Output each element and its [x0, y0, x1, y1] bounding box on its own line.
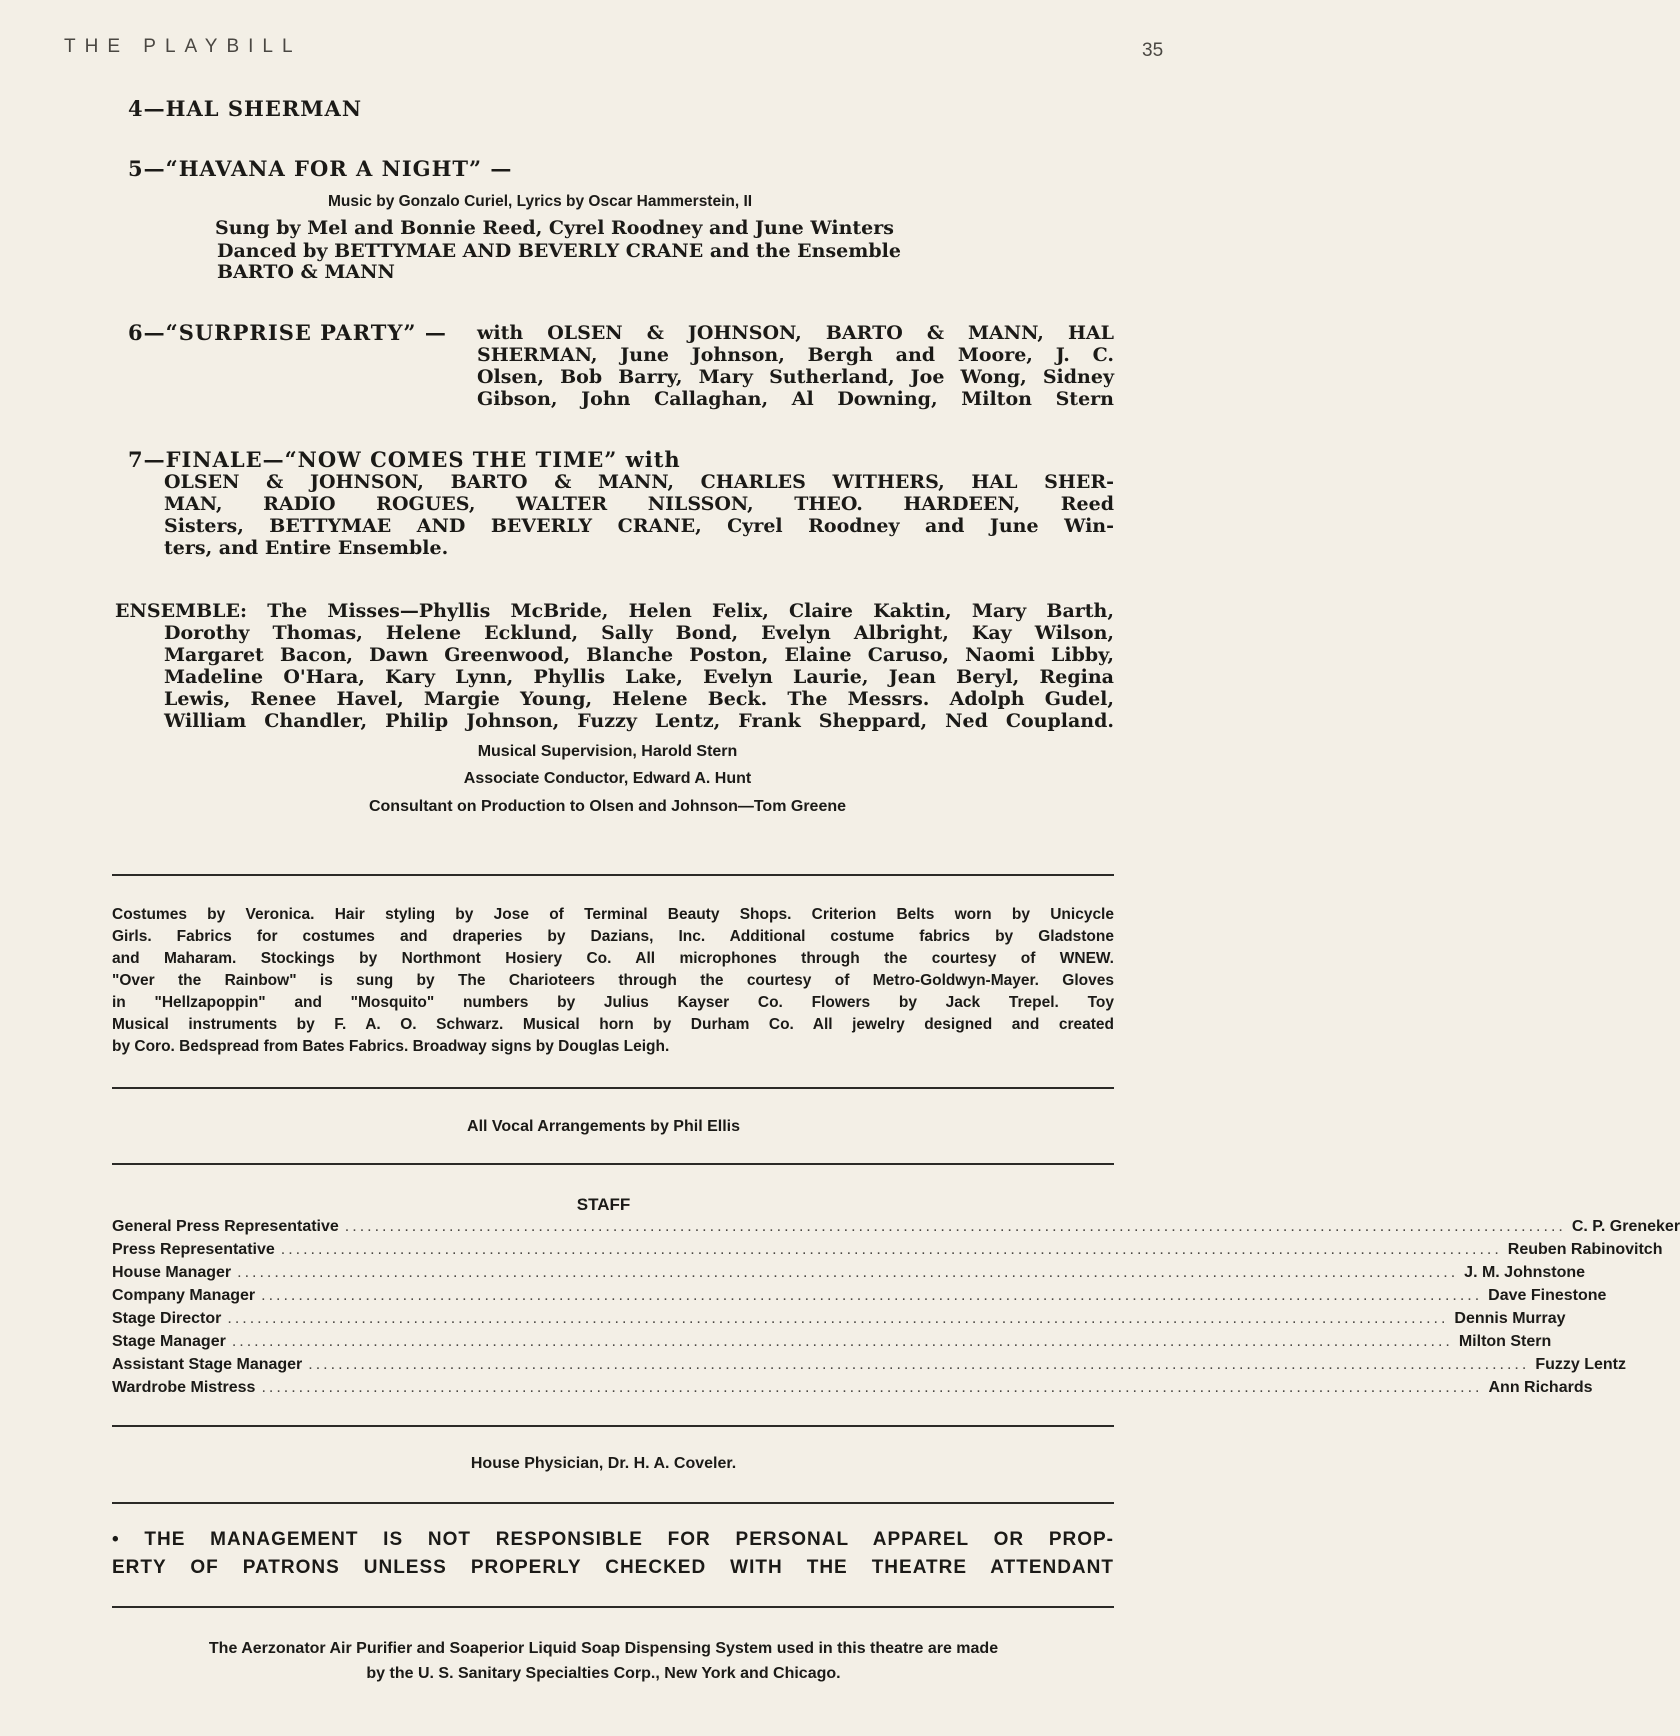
- cast-line: Olsen, Bob Barry, Mary Sutherland, Joe Wong, Sidney: [477, 366, 1114, 388]
- staff-name: Ann Richards: [1488, 1379, 1593, 1396]
- leader-dots: ....................................................................................................................................................................: [261, 1379, 1483, 1396]
- staff-row: [112, 1241, 1663, 1264]
- staff-role: Wardrobe Mistress: [112, 1379, 256, 1396]
- notice-line: ERTY OF PATRONS UNLESS PROPERLY CHECKED WITH THE THEATRE ATTENDANT: [112, 1557, 1114, 1578]
- management-notice: [112, 1526, 1114, 1582]
- cast-line: Gibson, John Callaghan, Al Downing, Milton Stern: [477, 388, 1114, 410]
- notice-line: • THE MANAGEMENT IS NOT RESPONSIBLE FOR PERSONAL APPAREL OR PROP-: [112, 1529, 1114, 1550]
- staff-name: Dennis Murray: [1454, 1310, 1566, 1327]
- credits-line: Costumes by Veronica. Hair styling by Jose of Terminal Beauty Shops. Criterion Belts worn by Unicycle: [112, 906, 1114, 923]
- ensemble-line: Dorothy Thomas, Helene Ecklund, Sally Bond, Evelyn Albright, Kay Wilson,: [164, 622, 1114, 644]
- credits-line: and Maharam. Stockings by Northmont Hosiery Co. All microphones through the courtesy of WNEW.: [112, 950, 1114, 967]
- vocal-arrangements: All Vocal Arrangements by Phil Ellis: [467, 1118, 740, 1135]
- ensemble-block: [115, 600, 1114, 732]
- associate-conductor: Associate Conductor, Edward A. Hunt: [463, 770, 752, 787]
- cast-line: ters, and Entire Ensemble.: [164, 537, 449, 559]
- program-item-5-music-credit: Music by Gonzalo Curiel, Lyrics by Oscar Hammerstein, II: [328, 193, 753, 210]
- program-item-4-title: 4—HAL SHERMAN: [128, 96, 363, 121]
- ensemble-line: Margaret Bacon, Dawn Greenwood, Blanche Poston, Elaine Caruso, Naomi Libby,: [164, 644, 1114, 666]
- page-number: 35: [1142, 40, 1164, 61]
- program-item-5-line: Danced by BETTYMAE AND BEVERLY CRANE and the Ensemble: [217, 240, 901, 262]
- staff-name: C. P. Greneker: [1571, 1218, 1680, 1235]
- staff-name: Milton Stern: [1458, 1333, 1552, 1350]
- program-item-5-line: Sung by Mel and Bonnie Reed, Cyrel Roodney and June Winters: [215, 217, 894, 239]
- cast-line: OLSEN & JOHNSON, BARTO & MANN, CHARLES WITHERS, HAL SHER-: [164, 471, 1114, 493]
- program-item-5-title: 5—“HAVANA FOR A NIGHT” —: [128, 156, 513, 181]
- ensemble-line: ENSEMBLE: The Misses—Phyllis McBride, Helen Felix, Claire Kaktin, Mary Barth,: [115, 600, 1114, 622]
- footer-line: The Aerzonator Air Purifier and Soaperior Liquid Soap Dispensing System used in this theatre are made: [208, 1640, 999, 1657]
- cast-line: MAN, RADIO ROGUES, WALTER NILSSON, THEO. HARDEEN, Reed: [164, 493, 1114, 515]
- program-item-6-title: 6—“SURPRISE PARTY” —: [128, 320, 447, 345]
- credits-line: by Coro. Bedspread from Bates Fabrics. Broadway signs by Douglas Leigh.: [112, 1038, 670, 1055]
- staff-role: General Press Representative: [112, 1218, 339, 1235]
- credits-line: "Over the Rainbow" is sung by The Charioteers through the courtesy of Metro-Goldwyn-Mayer. Gloves: [112, 972, 1114, 989]
- program-item-5-line: BARTO & MANN: [217, 261, 395, 283]
- musical-supervision: Musical Supervision, Harold Stern: [477, 743, 738, 760]
- divider: [112, 1087, 1114, 1089]
- staff-row: [112, 1356, 1626, 1379]
- leader-dots: ....................................................................................................................................................................: [261, 1287, 1483, 1304]
- staff-row: [112, 1287, 1607, 1310]
- ensemble-line: Lewis, Renee Havel, Margie Young, Helene Beck. The Messrs. Adolph Gudel,: [164, 688, 1114, 710]
- staff-role: Press Representative: [112, 1241, 275, 1258]
- leader-dots: ....................................................................................................................................................................: [231, 1333, 1453, 1350]
- leader-dots: ....................................................................................................................................................................: [308, 1356, 1530, 1373]
- leader-dots: ....................................................................................................................................................................: [280, 1241, 1502, 1258]
- staff-role: Company Manager: [112, 1287, 256, 1304]
- divider: [112, 1425, 1114, 1427]
- staff-role: Stage Director: [112, 1310, 222, 1327]
- credits-line: Musical instruments by F. A. O. Schwarz. Musical horn by Durham Co. All jewelry designed and created: [112, 1016, 1114, 1033]
- program-item-7-title: 7—FINALE—“NOW COMES THE TIME” with: [128, 447, 681, 472]
- cast-line: Sisters, BETTYMAE AND BEVERLY CRANE, Cyrel Roodney and June Win-: [164, 515, 1114, 537]
- staff-name: Fuzzy Lentz: [1535, 1356, 1626, 1373]
- staff-name: Reuben Rabinovitch: [1507, 1241, 1663, 1258]
- staff-row: [112, 1310, 1566, 1333]
- cast-line: SHERMAN, June Johnson, Bergh and Moore, J. C.: [477, 344, 1114, 366]
- credits-line: in "Hellzapoppin" and "Mosquito" numbers by Julius Kayser Co. Flowers by Jack Trepel. Toy: [112, 994, 1114, 1011]
- staff-heading: STAFF: [576, 1195, 631, 1214]
- house-physician: House Physician, Dr. H. A. Coveler.: [470, 1455, 737, 1472]
- production-consultant: Consultant on Production to Olsen and Johnson—Tom Greene: [368, 798, 847, 815]
- staff-row: [112, 1379, 1593, 1402]
- divider: [112, 1163, 1114, 1165]
- divider: [112, 1606, 1114, 1608]
- footer-line: by the U. S. Sanitary Specialties Corp., New York and Chicago.: [366, 1665, 841, 1682]
- ensemble-line: William Chandler, Philip Johnson, Fuzzy Lentz, Frank Sheppard, Ned Coupland.: [164, 710, 1114, 732]
- staff-name: Dave Finestone: [1488, 1287, 1607, 1304]
- program-item-6-cast: [477, 322, 1114, 410]
- staff-role: Assistant Stage Manager: [112, 1356, 303, 1373]
- staff-row: [112, 1333, 1552, 1356]
- staff-row: [112, 1264, 1586, 1287]
- divider: [112, 1502, 1114, 1504]
- leader-dots: ....................................................................................................................................................................: [237, 1264, 1459, 1281]
- cast-line: with OLSEN & JOHNSON, BARTO & MANN, HAL: [477, 322, 1114, 344]
- staff-role: House Manager: [112, 1264, 232, 1281]
- ensemble-line: Madeline O'Hara, Kary Lynn, Phyllis Lake, Evelyn Laurie, Jean Beryl, Regina: [164, 666, 1114, 688]
- staff-role: Stage Manager: [112, 1333, 226, 1350]
- staff-name: J. M. Johnstone: [1464, 1264, 1586, 1281]
- header-title: THE PLAYBILL: [64, 36, 302, 57]
- divider: [112, 874, 1114, 876]
- program-item-7-cast: [164, 471, 1114, 559]
- staff-row: [112, 1218, 1680, 1241]
- credits-paragraph: [112, 904, 1114, 1058]
- leader-dots: ....................................................................................................................................................................: [227, 1310, 1449, 1327]
- leader-dots: ....................................................................................................................................................................: [344, 1218, 1566, 1235]
- footer-note: [0, 1636, 1207, 1686]
- credits-line: Girls. Fabrics for costumes and draperies by Dazians, Inc. Additional costume fabrics by Gladstone: [112, 928, 1114, 945]
